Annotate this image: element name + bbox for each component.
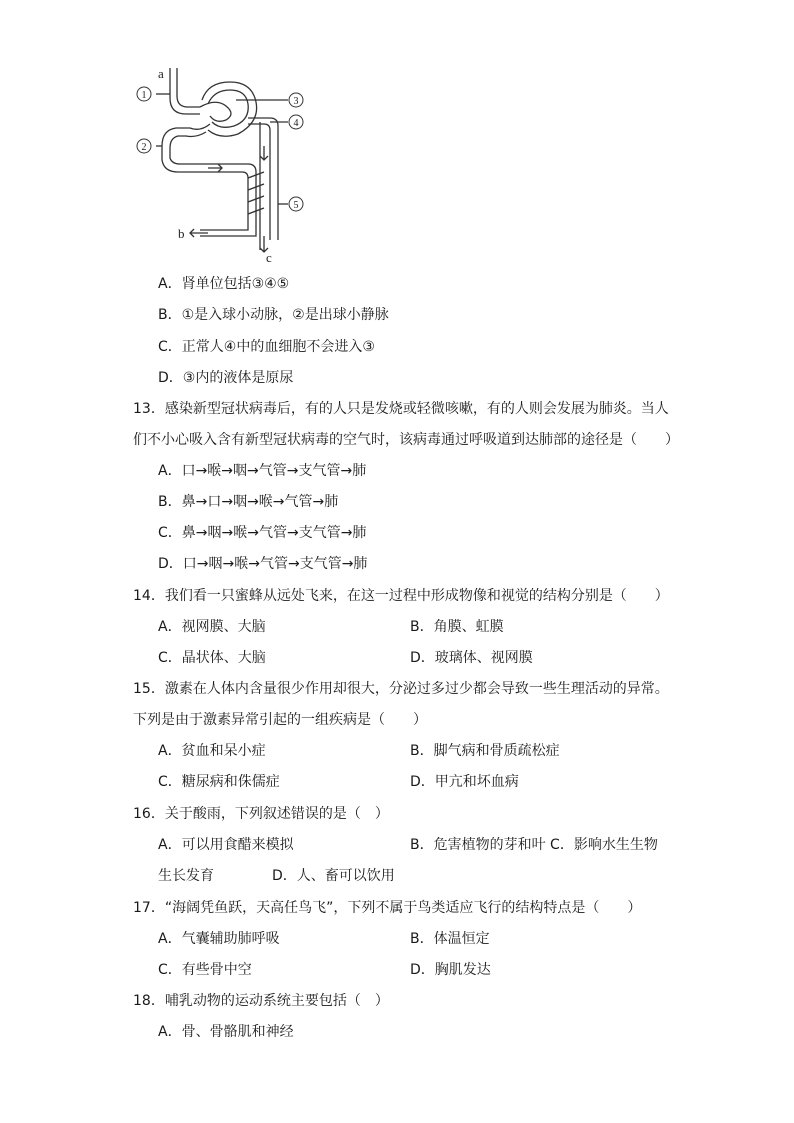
label-1: 1 — [141, 90, 147, 101]
label-4: 4 — [293, 118, 299, 129]
tubule-top-inner — [248, 124, 270, 240]
q15-option-b: B．脚气病和骨质疏松症 — [410, 743, 560, 759]
nephron-diagram — [130, 60, 320, 265]
q14-option-d: D．玻璃体、视网膜 — [410, 650, 533, 666]
q12-option-d: D．③内的液体是原尿 — [158, 370, 294, 386]
q12-option-b: B．①是入球小动脉，②是出球小静脉 — [158, 307, 389, 323]
q13-option-c: C．鼻→咽→喉→气管→支气管→肺 — [158, 525, 367, 541]
q15-stem-line2: 下列是由于激素异常引起的一组疾病是（ ） — [133, 712, 427, 728]
q12-option-a: A．肾单位包括③④⑤ — [158, 276, 290, 292]
glomerulus — [200, 102, 231, 121]
q18-stem: 18．哺乳动物的运动系统主要包括（ ） — [133, 993, 389, 1009]
q14-stem: 14．我们看一只蜜蜂从远处飞来，在这一过程中形成物像和视觉的结构分别是（ ） — [133, 588, 669, 604]
q15-option-d: D．甲亢和坏血病 — [410, 774, 519, 790]
label-5: 5 — [293, 200, 299, 211]
arrow-capillary — [208, 164, 222, 172]
q14-option-b: B．角膜、虹膜 — [410, 619, 504, 635]
efferent-arteriole-inner — [170, 132, 240, 164]
q17-option-c: C．有些骨中空 — [158, 962, 252, 978]
label-2: 2 — [141, 142, 147, 153]
q16-option-bc: B．危害植物的芽和叶 C．影响水生生物 — [410, 837, 658, 853]
q16-option-d: D．人、畜可以饮用 — [272, 868, 395, 884]
q16-stem: 16．关于酸雨，下列叙述错误的是（ ） — [133, 806, 389, 822]
label-a: a — [158, 66, 164, 81]
q13-option-a: A．口→喉→咽→气管→支气管→肺 — [158, 463, 367, 479]
q13-option-d: D．口→咽→喉→气管→支气管→肺 — [158, 556, 368, 572]
q15-option-a: A．贫血和呆小症 — [158, 743, 266, 759]
q15-option-c: C．糖尿病和侏儒症 — [158, 774, 280, 790]
q17-option-b: B．体温恒定 — [410, 931, 490, 947]
q17-option-d: D．胸肌发达 — [410, 962, 491, 978]
q15-stem-line1: 15．激素在人体内含量很少作用却很大，分泌过多过少都会导致一些生理活动的异常。 — [133, 681, 669, 697]
q17-option-a: A．气囊辅助肺呼吸 — [158, 931, 280, 947]
q17-stem: 17．“海阔凭鱼跃，天高任鸟飞”，下列不属于鸟类适应飞行的结构特点是（ ） — [133, 900, 642, 916]
tubule-top — [248, 118, 278, 240]
q13-stem-line1: 13．感染新型冠状病毒后，有的人只是发烧或轻微咳嗽，有的人则会发展为肺炎。当人 — [133, 401, 669, 417]
q13-option-b: B．鼻→口→咽→喉→气管→肺 — [158, 494, 339, 510]
q14-option-c: C．晶状体、大脑 — [158, 650, 266, 666]
q14-option-a: A．视网膜、大脑 — [158, 619, 266, 635]
label-b: b — [178, 226, 185, 241]
q16-option-c-continued: 生长发育 — [158, 868, 214, 884]
afferent-arteriole-inner — [177, 68, 200, 107]
arrow-tubule — [260, 146, 268, 160]
capillary-inner — [200, 172, 248, 230]
q13-stem-line2: 们不小心吸入含有新型冠状病毒的空气时，该病毒通过呼吸道到达肺部的途径是（ ） — [133, 432, 679, 448]
efferent-arteriole — [162, 124, 240, 172]
q16-option-a: A．可以用食醋来模拟 — [158, 837, 294, 853]
label-3: 3 — [293, 96, 299, 107]
label-c: c — [266, 250, 272, 265]
q12-option-c: C．正常人④中的血细胞不会进入③ — [158, 339, 375, 355]
q18-option-a: A．骨、骨骼肌和神经 — [158, 1024, 294, 1040]
